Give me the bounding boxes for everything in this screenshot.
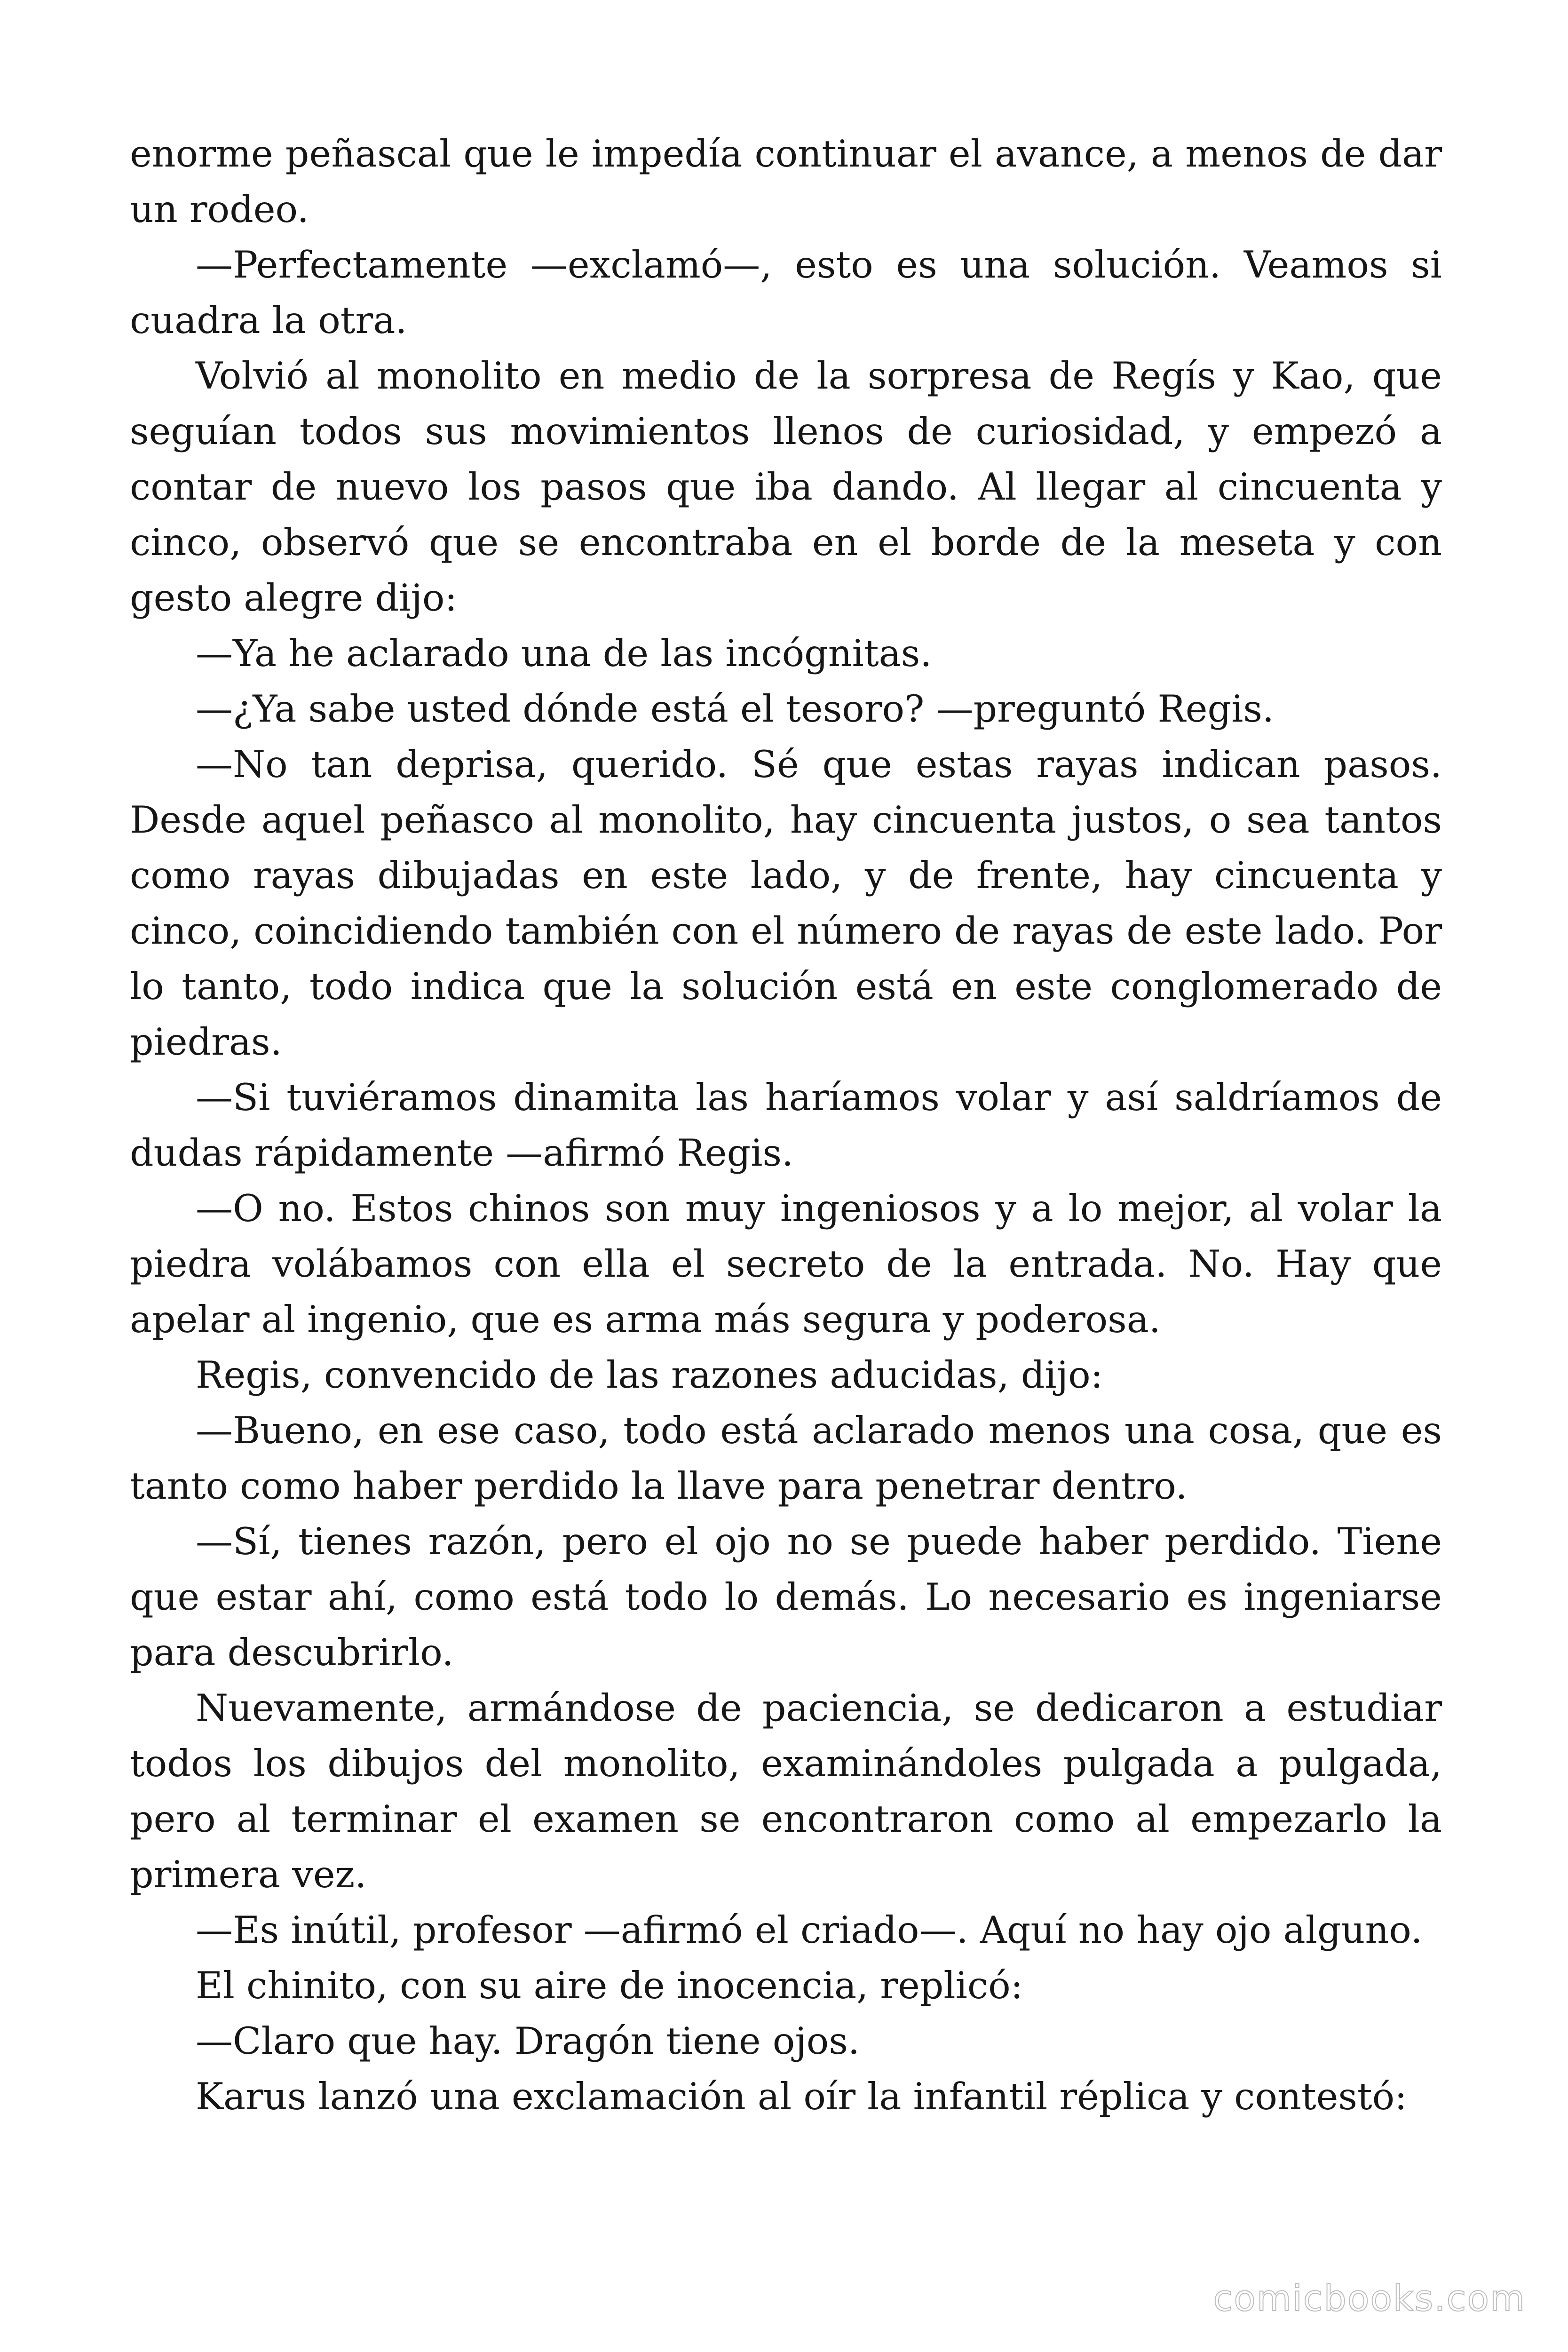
paragraph: —Claro que hay. Dragón tiene ojos.: [196, 2019, 860, 2063]
paragraph: —O no. Estos chinos son muy ingeniosos y a lo mejor, al volar la piedra volábamos con ella el secreto de la entrada. No. Hay que apelar al ingenio, que es arma más segura y poderosa.: [130, 1187, 1442, 1341]
paragraph: Regis, convencido de las razones aducidas, dijo:: [196, 1353, 1103, 1397]
paragraph: —Ya he aclarado una de las incógnitas.: [196, 632, 932, 675]
paragraph: El chinito, con su aire de inocencia, replicó:: [196, 1964, 1023, 2007]
paragraph: Karus lanzó una exclamación al oír la infantil réplica y contestó:: [196, 2075, 1407, 2118]
watermark: comicbooks.com: [1213, 2277, 1526, 2319]
paragraph: Nuevamente, armándose de paciencia, se dedicaron a estudiar todos los dibujos del monolito, examinándoles pulgada a pulgada, pero al terminar el examen se encontraron como al empezarlo la primera vez.: [130, 1686, 1442, 1896]
paragraph: —Si tuviéramos dinamita las haríamos volar y así saldríamos de dudas rápidamente —afirmó Regis.: [130, 1076, 1442, 1175]
paragraph: enorme peñascal que le impedía continuar el avance, a menos de dar un rodeo.: [130, 132, 1442, 231]
paragraph: Volvió al monolito en medio de la sorpresa de Regís y Kao, que seguían todos sus movimientos llenos de curiosidad, y empezó a contar de nuevo los pasos que iba dando. Al llegar al cincuenta y cinco, observó que se encontraba en el borde de la meseta y con gesto alegre dijo:: [130, 354, 1442, 620]
paragraph: —Es inútil, profesor —afirmó el criado—. Aquí no hay ojo alguno.: [196, 1908, 1423, 1952]
book-page-text: [130, 126, 1442, 2124]
paragraph: —Sí, tienes razón, pero el ojo no se puede haber perdido. Tiene que estar ahí, como está todo lo demás. Lo necesario es ingeniarse para descubrirlo.: [130, 1520, 1442, 1674]
paragraph: —Perfectamente —exclamó—, esto es una solución. Veamos si cuadra la otra.: [130, 243, 1442, 342]
paragraph: —¿Ya sabe usted dónde está el tesoro? —preguntó Regis.: [196, 687, 1275, 731]
paragraph: —Bueno, en ese caso, todo está aclarado menos una cosa, que es tanto como haber perdido la llave para penetrar dentro.: [130, 1409, 1442, 1508]
paragraph: —No tan deprisa, querido. Sé que estas rayas indican pasos. Desde aquel peñasco al monolito, hay cincuenta justos, o sea tantos como rayas dibujadas en este lado, y de frente, hay cincuenta y cinco, coincidiendo también con el número de rayas de este lado. Por lo tanto, todo indica que la solución está en este conglomerado de piedras.: [130, 743, 1442, 1064]
